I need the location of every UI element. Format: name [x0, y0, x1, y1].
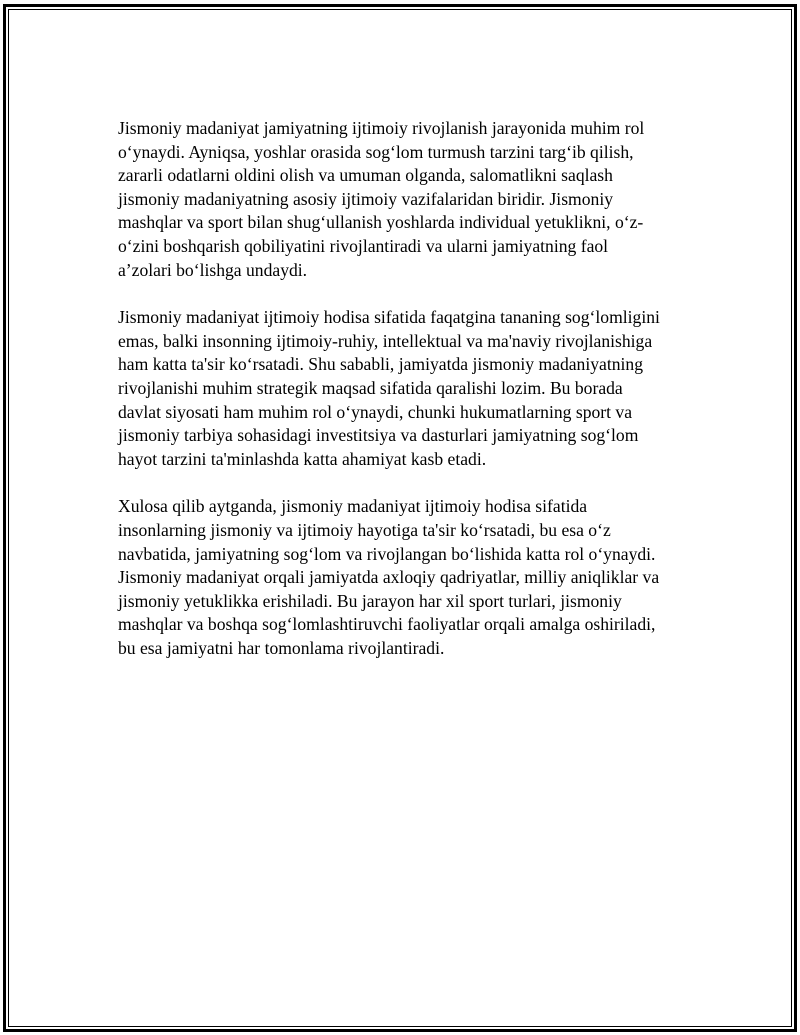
paragraph-2: Jismoniy madaniyat ijtimoiy hodisa sifatida faqatgina tananing sog‘lomligini emas, balki insonning ijtimoiy-ruhiy, intellektual va ma'naviy rivojlanishiga ham katta ta'sir ko‘rsatadi. Shu sababli, jamiyatda jismoniy madaniyatning rivojlanishi muhim strategik maqsad sifatida qaralishi lozim. Bu borada davlat siyosati ham muhim rol o‘ynaydi, chunki hukumatlarning sport va jismoniy tarbiya sohasidagi investitsiya va dasturlari jamiyatning sog‘lom hayot tarzini ta'minlashda katta ahamiyat kasb etadi. [118, 307, 660, 469]
paragraph-3: Xulosa qilib aytganda, jismoniy madaniyat ijtimoiy hodisa sifatida insonlarning jismoniy va ijtimoiy hayotiga ta'sir ko‘rsatadi, bu esa o‘z navbatida, jamiyatning sog‘lom va rivojlangan bo‘lishida katta rol o‘ynaydi. Jismoniy madaniyat orqali jamiyatda axloqiy qadriyatlar, milliy aniqliklar va jismoniy yetuklikka erishiladi. Bu jarayon har xil sport turlari, jismoniy mashqlar va boshqa sog‘lomlashtiruvchi faoliyatlar orqali amalga oshiriladi, bu esa jamiyatni har tomonlama rivojlantiradi. [118, 496, 660, 658]
document-body [118, 117, 698, 684]
paragraph-1: Jismoniy madaniyat jamiyatning ijtimoiy rivojlanish jarayonida muhim rol o‘ynaydi. Ayniqsa, yoshlar orasida sog‘lom turmush tarzini targ‘ib qilish, zararli odatlarni oldini olish va umuman olganda, salomatlikni saqlash jismoniy madaniyatning asosiy ijtimoiy vazifalaridan biridir. Jismoniy mashqlar va sport bilan shug‘ullanish yoshlarda individual yetuklikni, o‘z- o‘zini boshqarish qobiliyatini rivojlantiradi va ularni jamiyatning faol a’zolari bo‘lishga undaydi. [118, 118, 645, 280]
